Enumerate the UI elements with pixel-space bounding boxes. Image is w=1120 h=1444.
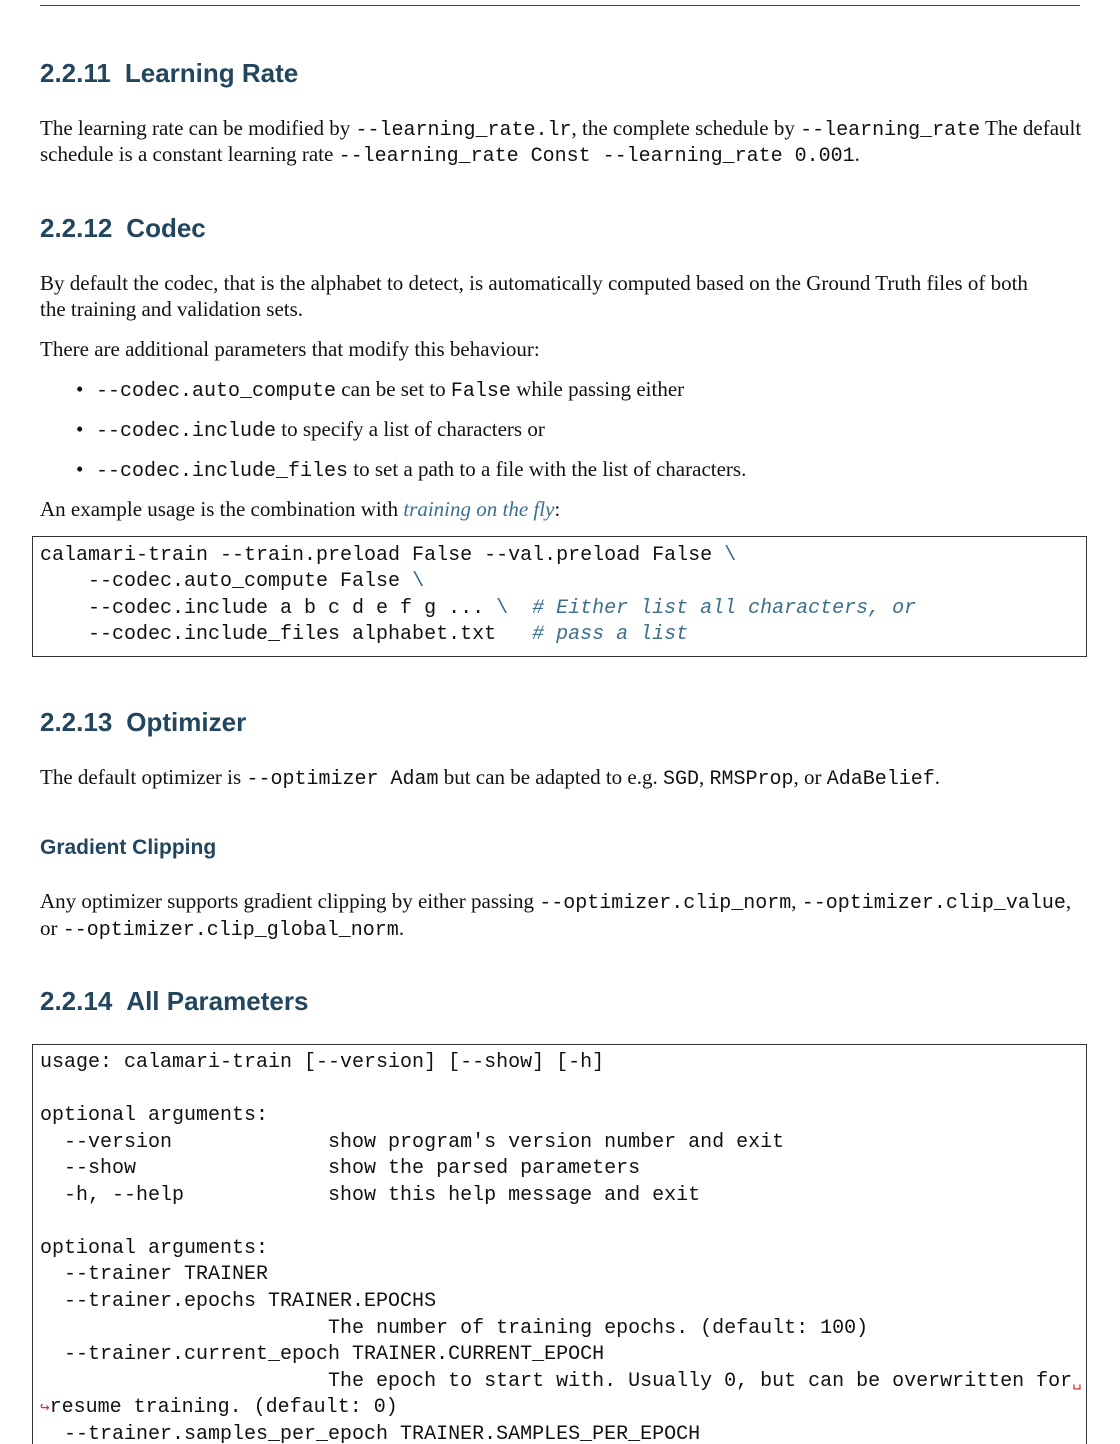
inline-code: AdaBelief bbox=[826, 768, 935, 791]
code-comment: # pass a list bbox=[532, 623, 689, 646]
inline-code: --codec.include_files bbox=[96, 460, 349, 483]
text: can be set to bbox=[336, 377, 451, 401]
section-number: 2.2.11 bbox=[40, 58, 111, 88]
code-block-all-parameters bbox=[32, 1044, 1087, 1444]
code-line bbox=[40, 1395, 398, 1421]
code-text: calamari-train --train.preload False --val.preload False bbox=[40, 544, 725, 567]
code-line bbox=[40, 543, 736, 569]
text: but can be adapted to e.g. bbox=[438, 765, 663, 789]
paragraph-codec-1b: the training and validation sets. bbox=[40, 297, 304, 321]
code-block-codec bbox=[32, 536, 1087, 657]
inline-code: --optimizer.clip_value bbox=[801, 892, 1066, 915]
text: The default bbox=[980, 116, 1082, 140]
code-line: --trainer.epochs TRAINER.EPOCHS bbox=[40, 1290, 437, 1313]
code-text: resume training. (default: 0) bbox=[49, 1396, 398, 1419]
text: schedule is a constant learning rate bbox=[40, 142, 339, 166]
paragraph-learning-rate-2 bbox=[40, 141, 1085, 170]
text: The learning rate can be modified by bbox=[40, 116, 356, 140]
inline-code: --learning_rate bbox=[800, 119, 981, 142]
text: , bbox=[1065, 889, 1072, 913]
text: An example usage is the combination with bbox=[40, 497, 404, 521]
list-item bbox=[76, 456, 746, 485]
line-continuation: \ bbox=[496, 597, 509, 620]
paragraph-codec-example bbox=[40, 496, 1085, 523]
text: : bbox=[554, 497, 561, 521]
section-number: 2.2.12 bbox=[40, 213, 113, 243]
inline-code: --optimizer.clip_norm bbox=[539, 892, 792, 915]
inline-code: --optimizer.clip_global_norm bbox=[62, 919, 399, 942]
code-line: usage: calamari-train [--version] [--show] [-h] bbox=[40, 1051, 605, 1074]
paragraph-gradient-clipping-1 bbox=[40, 888, 1085, 917]
code-text: --codec.auto_compute False bbox=[40, 570, 413, 593]
text: , bbox=[698, 765, 710, 789]
code-line: --trainer.samples_per_epoch TRAINER.SAMPLES_PER_EPOCH bbox=[40, 1423, 701, 1444]
section-title: Optimizer bbox=[126, 707, 247, 737]
section-heading-all-parameters bbox=[40, 986, 308, 1016]
code-line: --trainer.current_epoch TRAINER.CURRENT_EPOCH bbox=[40, 1343, 605, 1366]
section-number: 2.2.14 bbox=[40, 986, 113, 1016]
text: to set a path to a file with the list of characters. bbox=[348, 457, 747, 481]
code-line: -h, --help show this help message and exit bbox=[40, 1184, 701, 1207]
text: . bbox=[398, 916, 405, 940]
code-line bbox=[40, 1369, 1082, 1395]
text: Any optimizer supports gradient clipping by either passing bbox=[40, 889, 540, 913]
code-text: --codec.include a b c d e f g ... bbox=[40, 597, 497, 620]
code-line: --show show the parsed parameters bbox=[40, 1157, 641, 1180]
code-line bbox=[40, 622, 688, 648]
paragraph-codec-2: There are additional parameters that modify this behaviour: bbox=[40, 337, 540, 361]
line-wrap-marker: ␣ bbox=[1072, 1373, 1082, 1391]
code-line: The number of training epochs. (default: 100) bbox=[40, 1317, 869, 1340]
text: or bbox=[40, 916, 63, 940]
code-text: The epoch to start with. Usually 0, but can be overwritten for bbox=[40, 1370, 1073, 1393]
text: , or bbox=[793, 765, 827, 789]
code-line bbox=[40, 596, 916, 622]
line-continuation: \ bbox=[412, 570, 425, 593]
text: while passing either bbox=[510, 377, 685, 401]
paragraph-gradient-clipping-2 bbox=[40, 915, 1085, 944]
text: , bbox=[791, 889, 802, 913]
line-wrap-continuation-icon: ↪ bbox=[40, 1399, 50, 1417]
code-comment: # Either list all characters, or bbox=[508, 597, 917, 620]
text: . bbox=[934, 765, 941, 789]
section-heading-optimizer bbox=[40, 707, 246, 737]
section-title: Learning Rate bbox=[124, 58, 299, 88]
inline-code: --codec.include bbox=[96, 420, 277, 443]
paragraph-optimizer bbox=[40, 764, 1085, 793]
bullet-dot: • bbox=[76, 417, 84, 441]
inline-code: False bbox=[450, 380, 511, 403]
inline-code: --learning_rate Const --learning_rate 0.001 bbox=[338, 145, 855, 168]
section-number: 2.2.13 bbox=[40, 707, 113, 737]
section-title: All Parameters bbox=[126, 986, 309, 1016]
text: to specify a list of characters or bbox=[276, 417, 545, 441]
section-heading-codec bbox=[40, 213, 206, 243]
paragraph-learning-rate-1 bbox=[40, 115, 1085, 144]
code-line: --trainer TRAINER bbox=[40, 1263, 269, 1286]
line-continuation: \ bbox=[724, 544, 737, 567]
inline-code: RMSProp bbox=[709, 768, 794, 791]
section-title: Codec bbox=[126, 213, 206, 243]
text: , the complete schedule by bbox=[571, 116, 801, 140]
paragraph-codec-1a: By default the codec, that is the alphabet to detect, is automatically computed based on the Ground Truth files of both bbox=[40, 271, 1028, 295]
list-item bbox=[76, 416, 545, 445]
inline-code: --codec.auto_compute bbox=[96, 380, 337, 403]
section-heading-learning-rate bbox=[40, 58, 298, 88]
code-text: --codec.include_files alphabet.txt bbox=[40, 623, 533, 646]
code-line bbox=[40, 569, 424, 595]
code-line: optional arguments: bbox=[40, 1104, 269, 1127]
code-line: --version show program's version number and exit bbox=[40, 1131, 785, 1154]
inline-code: --optimizer Adam bbox=[246, 768, 439, 791]
subsection-heading-gradient-clipping: Gradient Clipping bbox=[40, 836, 217, 859]
bullet-dot: • bbox=[76, 377, 84, 401]
list-item bbox=[76, 376, 684, 405]
text: . bbox=[854, 142, 860, 166]
code-line: optional arguments: bbox=[40, 1237, 269, 1260]
inline-code: SGD bbox=[662, 768, 699, 791]
bullet-dot: • bbox=[76, 457, 84, 481]
inline-code: --learning_rate.lr bbox=[355, 119, 572, 142]
training-on-the-fly-link[interactable]: training on the fly bbox=[403, 497, 555, 521]
top-rule bbox=[40, 5, 1080, 6]
text: The default optimizer is bbox=[40, 765, 247, 789]
